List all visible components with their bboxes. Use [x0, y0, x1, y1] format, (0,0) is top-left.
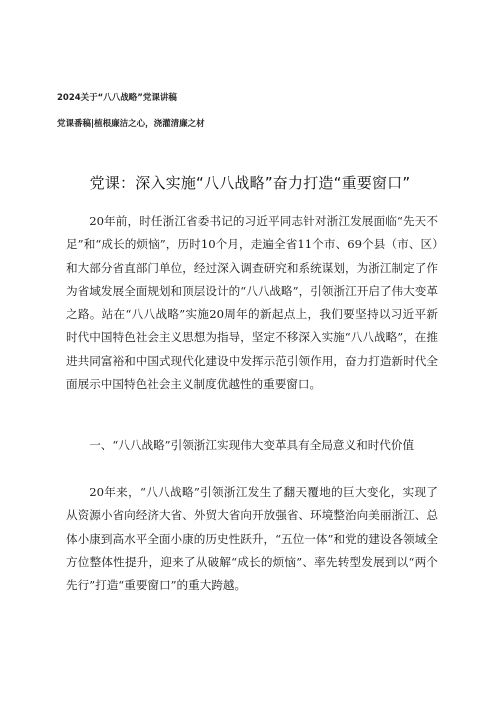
- header-line-1: 2024关于“八八战略”党课讲稿: [57, 93, 177, 103]
- section-heading-1: 一、“八八战略”引领浙江实现伟大变革具有全局意义和时代价值: [89, 438, 415, 452]
- body-paragraph-1: 20年前，时任浙江省委书记的习近平同志针对浙江发展面临“先天不足”和“成长的烦恼”，历时10个月，走遍全省11个市、69个县（市、区）和大部分省直部门单位，经过深入调查研究和系统谋划，为浙江制定了作为省域发展全面规划和顶层设计的“八八战略”，引领浙江开启了伟大变革之路。站在“八八战略”实施20周年的新起点上，我们要坚持以习近平新时代中国特色社会主义思想为指导，坚定不移深入实施“八八战略”，在推进共同富裕和中国式现代化建设中发挥示范引领作用，奋力打造新时代全面展示中国特色社会主义制度优越性的重要窗口。: [66, 214, 438, 392]
- body-paragraph-2: 20年来，“八八战略”引领浙江发生了翻天覆地的巨大变化，实现了从资源小省向经济大省、外贸大省向开放强省、环境整治向美丽浙江、总体小康到高水平全面小康的历史性跃升，“五位一体”和党的建设各领域全方位整体性提升，迎来了从破解“成长的烦恼”、率先转型发展到以“两个先行”打造“重要窗口”的重大跨越。: [66, 485, 438, 593]
- document-title: 党课：深入实施“八八战略”奋力打造“重要窗口”: [89, 174, 411, 192]
- header-line-2: 党课番稿|植根廉洁之心，浇灌清廉之材: [57, 119, 205, 129]
